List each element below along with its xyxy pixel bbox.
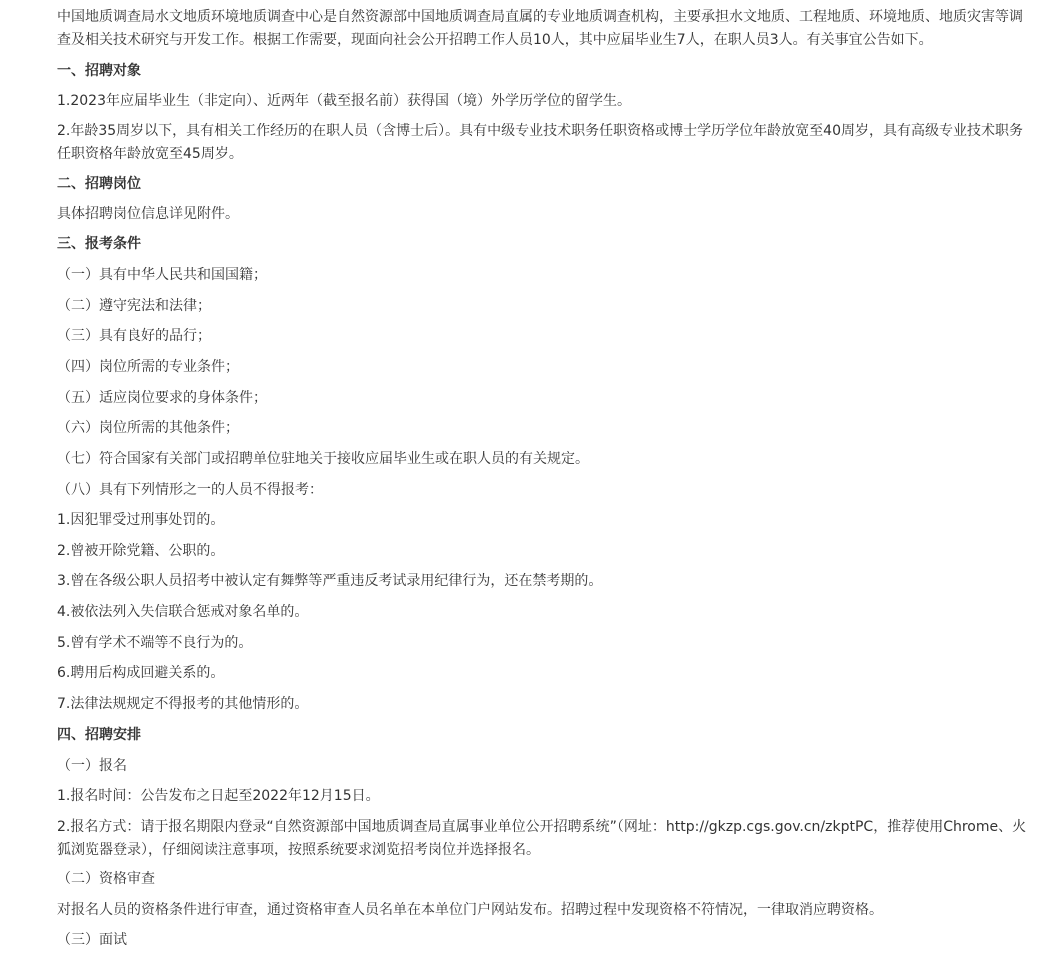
exclusion-item-6: 6.聘用后构成回避关系的。	[57, 665, 225, 681]
exclusion-item-3: 3.曾在各级公职人员招考中被认定有舞弊等严重违反考试录用纪律行为，还在禁考期的。	[57, 573, 603, 589]
review-title: （二）资格审查	[57, 871, 155, 887]
condition-item-8: （八）具有下列情形之一的人员不得报考：	[57, 482, 323, 498]
positions-text: 具体招聘岗位信息详见附件。	[57, 206, 239, 222]
registration-title: （一）报名	[57, 758, 127, 774]
exclusion-item-5: 5.曾有学术不端等不良行为的。	[57, 635, 253, 651]
section-heading-positions: 二、招聘岗位	[57, 176, 141, 192]
section-heading-conditions: 三、报考条件	[57, 236, 141, 252]
exclusion-item-4: 4.被依法列入失信联合惩戒对象名单的。	[57, 604, 309, 620]
review-text: 对报名人员的资格条件进行审查，通过资格审查人员名单在本单位门户网站发布。招聘过程中发现资格不符情况，一律取消应聘资格。	[57, 902, 883, 918]
exclusion-item-2: 2.曾被开除党籍、公职的。	[57, 543, 225, 559]
target-item-2: 2.年龄35周岁以下，具有相关工作经历的在职人员（含博士后）。具有中级专业技术职务任职资格或博士学历学位年龄放宽至40周岁，具有高级专业技术职务任职资格年龄放宽至45周岁。	[57, 123, 1023, 162]
target-item-1: 1.2023年应届毕业生（非定向）、近两年（截至报名前）获得国（境）外学历学位的留学生。	[57, 93, 631, 109]
condition-item-3: （三）具有良好的品行；	[57, 328, 211, 344]
registration-method: 2.报名方式：请于报名期限内登录“自然资源部中国地质调查局直属事业单位公开招聘系统”（网址：http://gkzp.cgs.gov.cn/zkptPC，推荐使用Chrome、火狐浏览器登录），仔细阅读注意事项，按照系统要求浏览招考岗位并选择报名。	[57, 819, 1027, 858]
condition-item-5: （五）适应岗位要求的身体条件；	[57, 390, 267, 406]
exclusion-item-1: 1.因犯罪受过刑事处罚的。	[57, 512, 225, 528]
condition-item-4: （四）岗位所需的专业条件；	[57, 359, 239, 375]
section-heading-recruit-targets: 一、招聘对象	[57, 63, 141, 79]
intro-paragraph: 中国地质调查局水文地质环境地质调查中心是自然资源部中国地质调查局直属的专业地质调查机构，主要承担水文地质、工程地质、环境地质、地质灾害等调查及相关技术研究与开发工作。根据工作需要，现面向社会公开招聘工作人员10人，其中应届毕业生7人，在职人员3人。有关事宜公告如下。	[57, 9, 1023, 48]
section-heading-arrangements: 四、招聘安排	[57, 727, 141, 743]
registration-time: 1.报名时间：公告发布之日起至2022年12月15日。	[57, 788, 380, 804]
condition-item-2: （二）遵守宪法和法律；	[57, 298, 211, 314]
interview-title: （三）面试	[57, 932, 127, 948]
condition-item-1: （一）具有中华人民共和国国籍；	[57, 267, 267, 283]
exclusion-item-7: 7.法律法规规定不得报考的其他情形的。	[57, 696, 309, 712]
condition-item-6: （六）岗位所需的其他条件；	[57, 420, 239, 436]
condition-item-7: （七）符合国家有关部门或招聘单位驻地关于接收应届毕业生或在职人员的有关规定。	[57, 451, 589, 467]
